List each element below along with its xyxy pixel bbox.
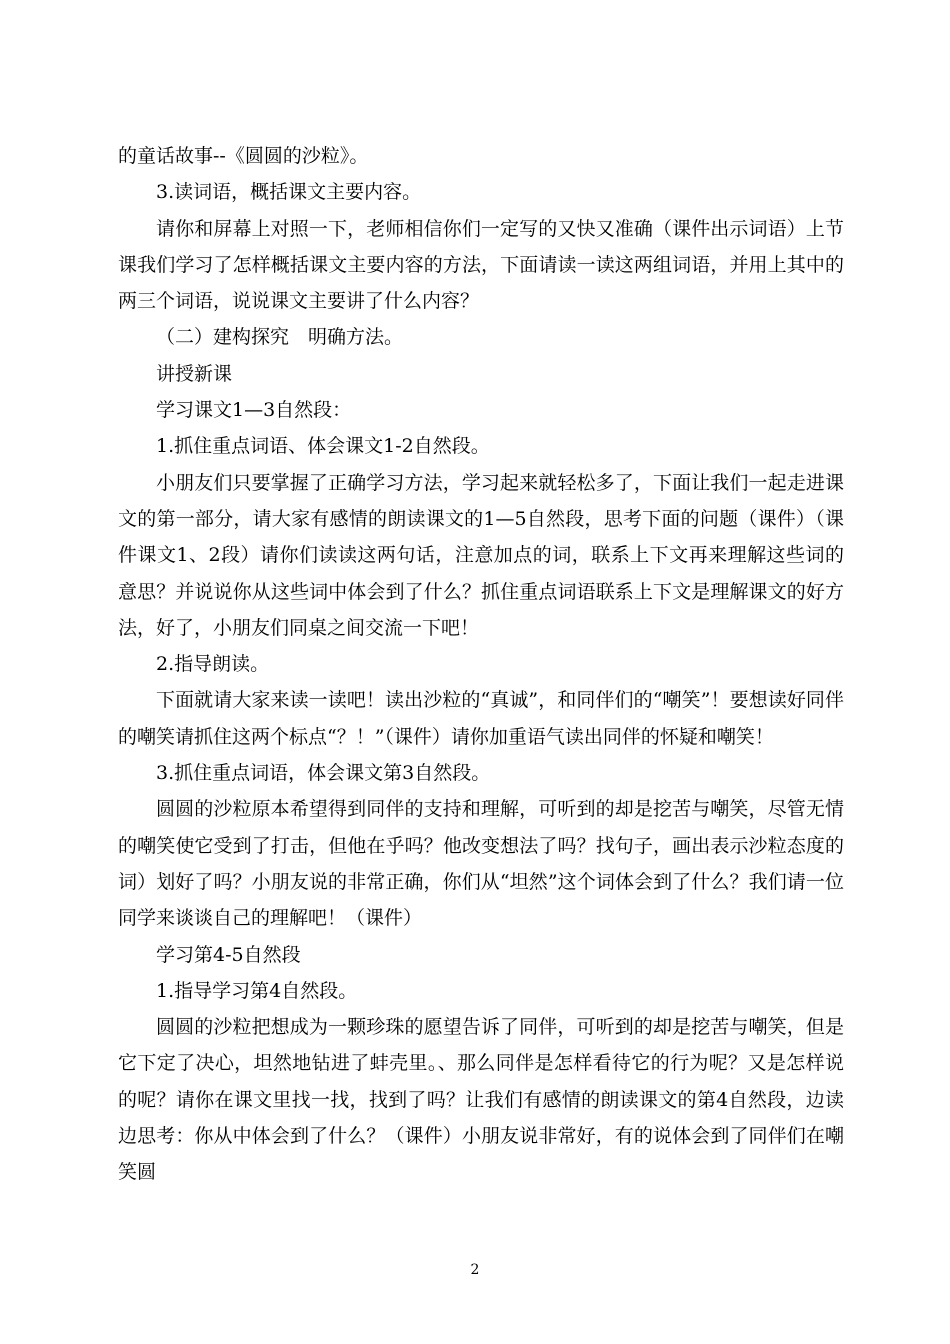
page-number: 2 <box>470 1262 480 1278</box>
paragraph: 小朋友们只要掌握了正确学习方法，学习起来就轻松多了，下面让我们一起走进课文的第一部分，请大家有感情的朗读课文的1—5自然段，思考下面的问题（课件）（课件课文1、2段）请你们读读这两句话，注意加点的词，联系上下文再来理解这些词的意思？并说说你从这些词中体会到了什么？抓住重点词语联系上下文是理解课文的好方法，好了，小朋友们同桌之间交流一下吧！ <box>118 471 844 639</box>
paragraph: 3.抓住重点词语，体会课文第3自然段。 <box>156 762 491 785</box>
paragraph: 3.读词语，概括课文主要内容。 <box>156 181 422 204</box>
paragraph: 讲授新课 <box>156 362 233 385</box>
paragraph: 学习课文1—3自然段： <box>156 399 352 422</box>
paragraph: 学习第4-5自然段 <box>156 943 301 966</box>
paragraph: 圆圆的沙粒原本希望得到同伴的支持和理解，可听到的却是挖苦与嘲笑，尽管无情的嘲笑使它受到了打击，但他在乎吗？他改变想法了吗？找句子，画出表示沙粒态度的词）划好了吗？小朋友说的非常正确，你们从“坦然”这个词体会到了什么？我们请一位同学来谈谈自己的理解吧！（课件） <box>118 798 844 930</box>
paragraph: 下面就请大家来读一读吧！读出沙粒的“真诚”，和同伴们的“嘲笑”！要想读好同伴的嘲笑请抓住这两个标点“？！”（课件）请你加重语气读出同伴的怀疑和嘲笑！ <box>118 689 844 748</box>
paragraph: 的童话故事--《圆圆的沙粒》。 <box>118 145 369 167</box>
paragraph: 1.抓住重点词语、体会课文1-2自然段。 <box>156 435 490 458</box>
document-body <box>118 138 844 1191</box>
paragraph: 圆圆的沙粒把想成为一颗珍珠的愿望告诉了同伴，可听到的却是挖苦与嘲笑，但是它下定了决心，坦然地钻进了蚌壳里。、那么同伴是怎样看待它的行为呢？又是怎样说的呢？请你在课文里找一找，找到了吗？让我们有感情的朗读课文的第4自然段，边读边思考：你从中体会到了什么？（课件）小朋友说非常好，有的说体会到了同伴们在嘲笑圆 <box>118 1016 844 1184</box>
section-heading: （二）建构探究 明确方法。 <box>156 326 404 349</box>
paragraph: 2.指导朗读。 <box>156 653 270 676</box>
paragraph: 1.指导学习第4自然段。 <box>156 979 358 1002</box>
paragraph: 请你和屏幕上对照一下，老师相信你们一定写的又快又准确（课件出示词语）上节课我们学习了怎样概括课文主要内容的方法，下面请读一读这两组词语，并用上其中的两三个词语，说说课文主要讲了什么内容？ <box>118 217 844 313</box>
